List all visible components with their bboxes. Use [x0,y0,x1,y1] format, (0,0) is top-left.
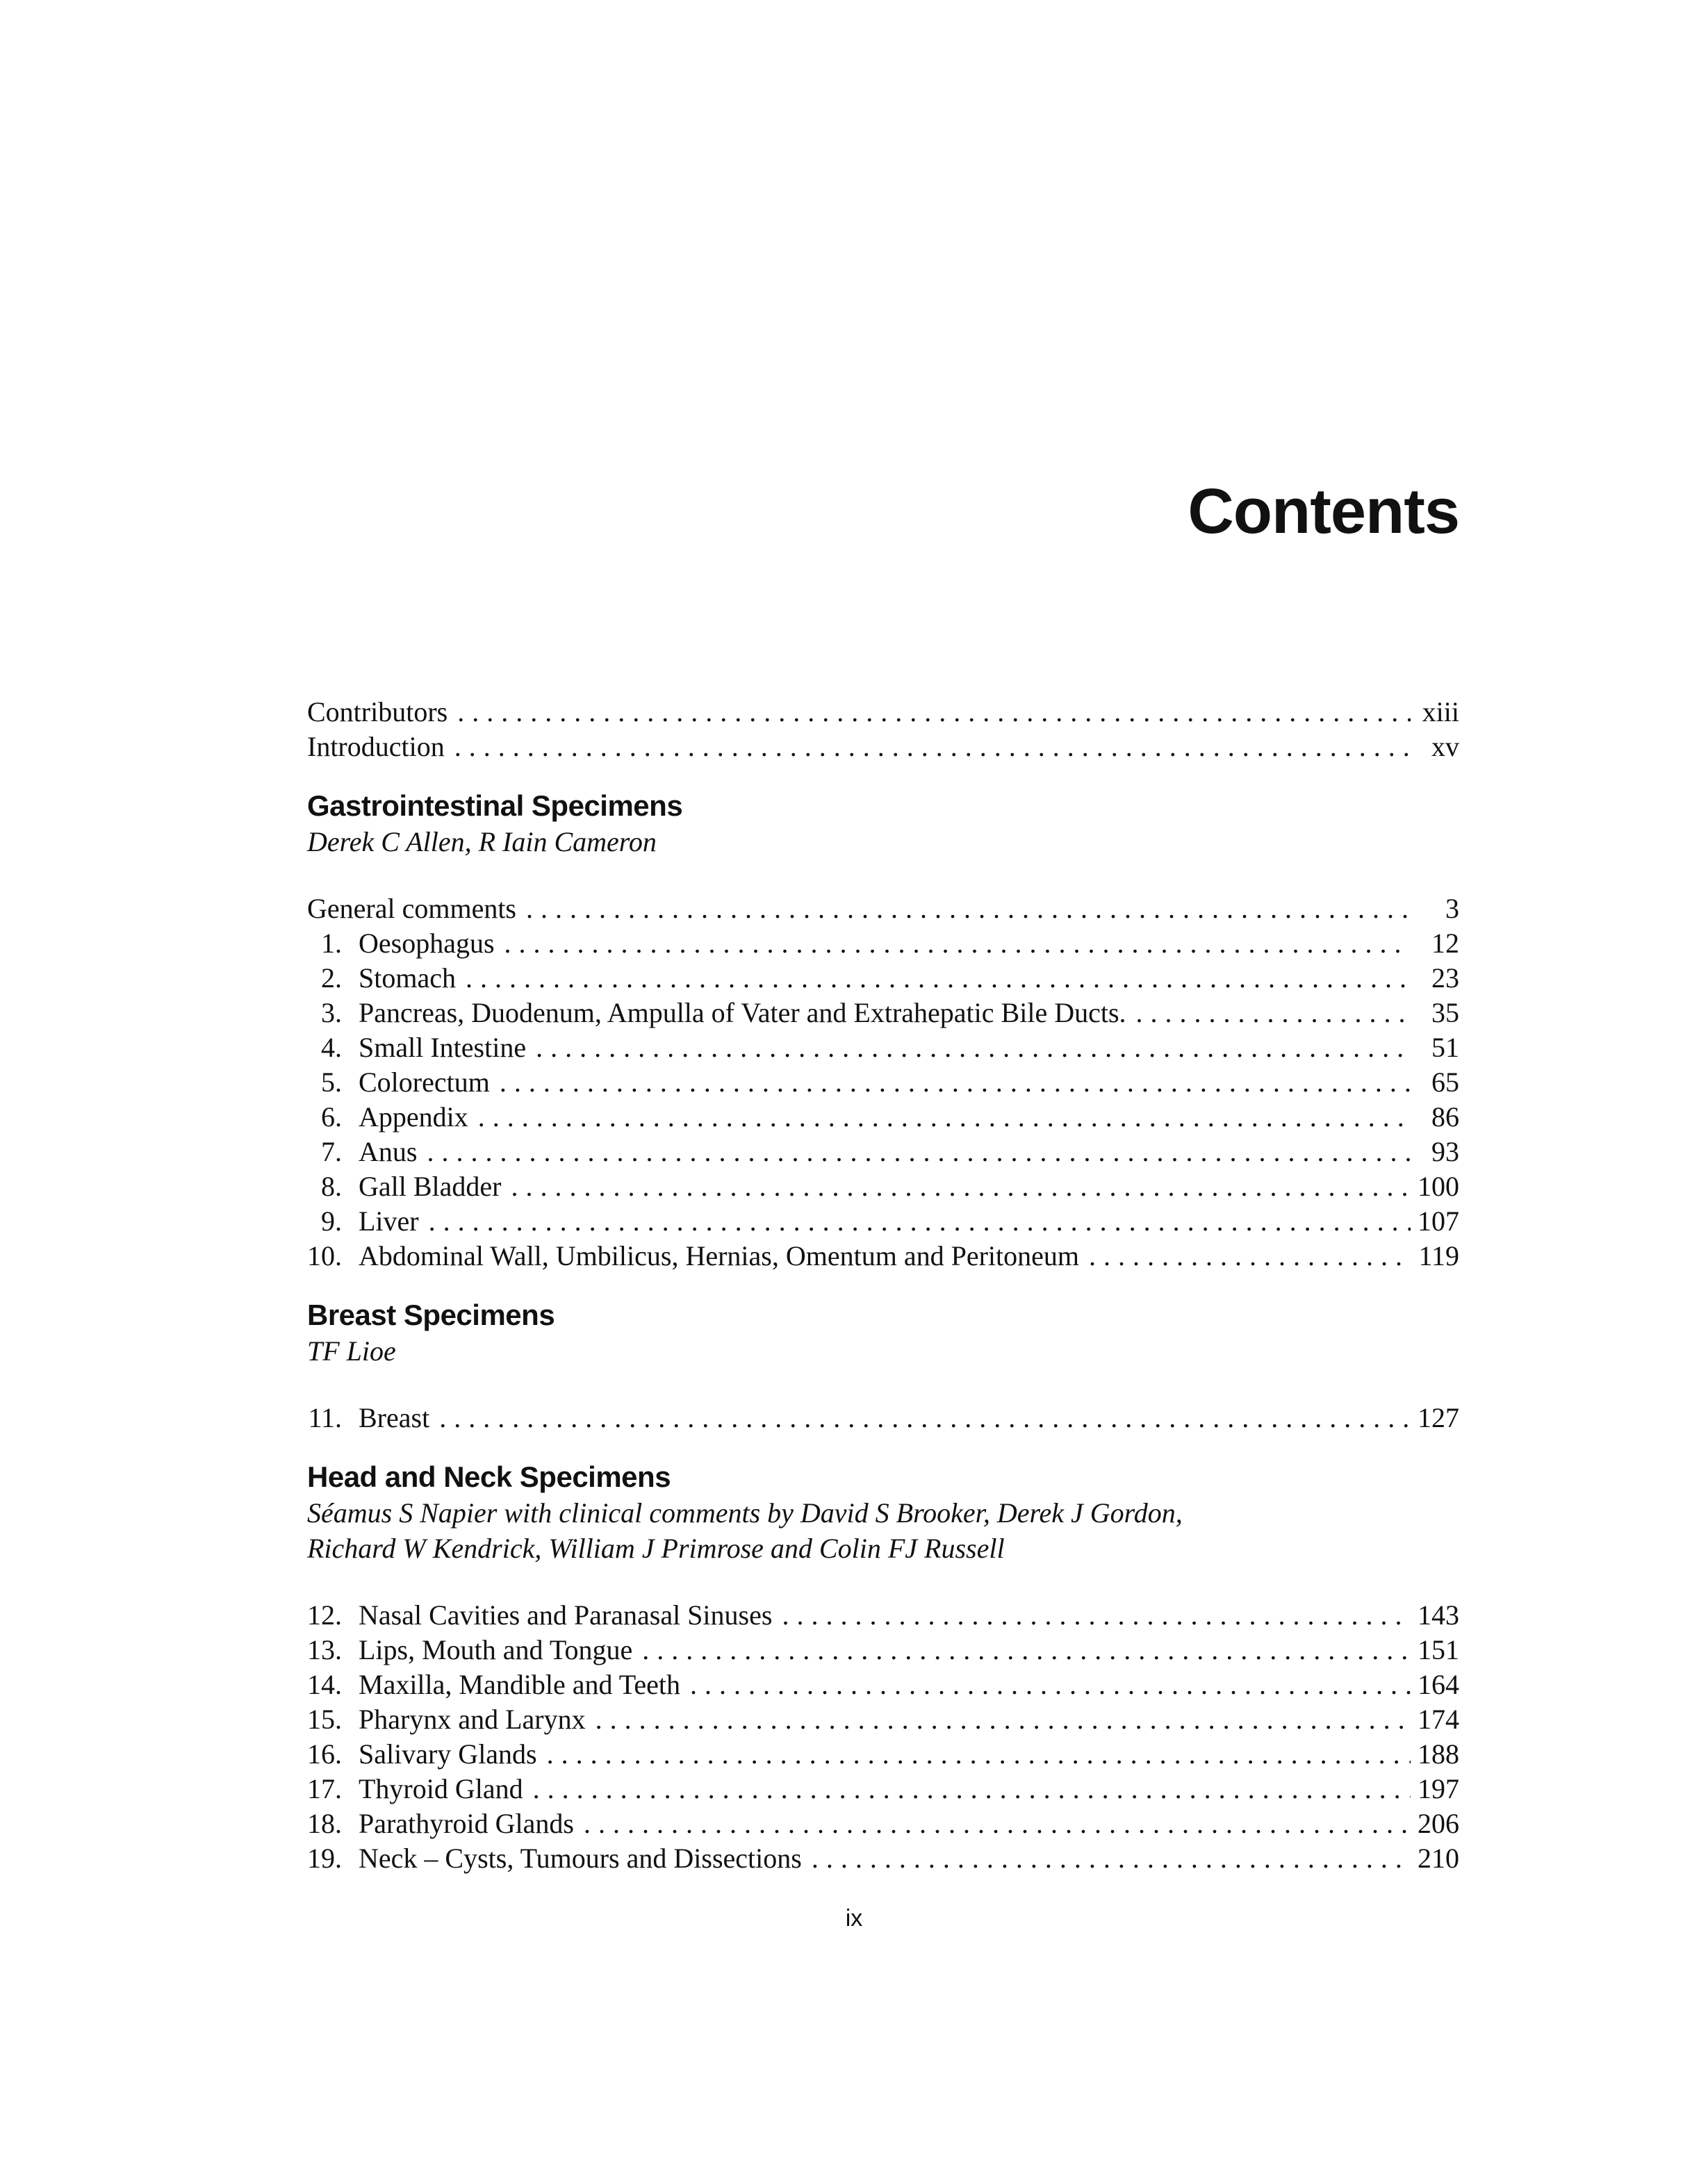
toc-entry-title [307,1667,680,1702]
chapter-title: Colorectum [359,1067,490,1098]
toc-entry-page: 3 [1445,893,1459,924]
toc-entry[interactable] [307,1633,1459,1667]
toc-entry-page: 51 [1431,1032,1459,1063]
toc-entry-title [307,1135,417,1169]
chapter-title: Lips, Mouth and Tongue [359,1634,633,1665]
chapter-number: 1. [321,928,342,959]
section-spacer [307,1566,1459,1598]
toc-entry-title [307,1065,490,1100]
section-spacer [307,1274,1459,1297]
leader-dots [478,1100,1411,1135]
chapter-number: 8. [321,1171,342,1202]
toc-entry[interactable] [307,996,1459,1030]
toc-entry[interactable] [307,1401,1459,1435]
leader-dots [812,1841,1411,1876]
leader-dots [1089,1239,1411,1274]
toc-entry-title [307,891,516,926]
toc-section [307,1297,1459,1435]
leader-dots [429,1204,1411,1239]
toc-entry[interactable] [307,1135,1459,1169]
leader-dots [1136,996,1411,1030]
toc-entry-title [307,996,1126,1030]
leader-dots [533,1772,1411,1806]
chapter-number: 17. [307,1773,342,1804]
leader-dots [536,1030,1411,1065]
chapter-title: Small Intestine [359,1032,527,1063]
chapter-title: Appendix [359,1101,468,1133]
front-matter [307,695,1459,764]
toc-entry-title [307,1633,632,1667]
toc-entry-page: 188 [1418,1738,1459,1770]
toc-entry-title [307,1598,772,1633]
toc-entry-page: 107 [1418,1205,1459,1237]
toc-entry-page: 65 [1431,1067,1459,1098]
leader-dots [454,730,1411,764]
toc-entry-title: Contributors [307,696,448,727]
chapter-number: 14. [307,1669,342,1700]
toc-entry[interactable] [307,1598,1459,1633]
toc-entry-page: xv [1431,731,1459,762]
chapter-title: Gall Bladder [359,1171,502,1202]
chapter-title: Abdominal Wall, Umbilicus, Hernias, Omentum and Peritoneum [359,1240,1079,1271]
leader-dots [504,926,1411,961]
toc-entry[interactable] [307,1702,1459,1737]
toc-entry-page: xiii [1422,696,1459,727]
toc-entry-title: Introduction [307,731,445,762]
toc-entry-title [307,961,456,996]
chapter-number: 5. [321,1067,342,1098]
toc-entry-introduction[interactable] [307,730,1459,764]
chapter-number: 3. [321,997,342,1028]
toc-entry-title [307,926,495,961]
toc-entry-title [307,1204,419,1239]
leader-dots [690,1667,1411,1702]
leader-dots [511,1169,1411,1204]
leader-dots [642,1633,1411,1667]
toc-entry-title [307,1169,502,1204]
toc-entry[interactable] [307,1667,1459,1702]
leader-dots [596,1702,1411,1737]
toc-entry-page: 210 [1418,1843,1459,1874]
section-heading: Gastrointestinal Specimens [307,789,683,822]
toc-entry-page: 127 [1418,1402,1459,1433]
chapter-number: 13. [307,1634,342,1665]
chapter-number: 16. [307,1738,342,1770]
section-authors: Séamus S Napier with clinical comments by David S Brooker, Derek J Gordon, [307,1497,1183,1529]
chapter-title: Stomach [359,962,456,994]
leader-dots [427,1135,1411,1169]
chapter-title: Thyroid Gland [359,1773,523,1804]
page-title: Contents [1188,476,1459,547]
toc-entry[interactable] [307,1772,1459,1806]
toc-entry-page: 197 [1418,1773,1459,1804]
toc-entry-page: 35 [1431,997,1459,1028]
chapter-number: 9. [321,1205,342,1237]
toc-entry-page: 93 [1431,1136,1459,1167]
toc-entry-title [307,1702,586,1737]
toc-entry-contributors[interactable] [307,695,1459,730]
toc-entry[interactable] [307,1169,1459,1204]
section-spacer [307,1369,1459,1401]
toc-entry[interactable] [307,1100,1459,1135]
leader-dots [584,1806,1411,1841]
toc-entry[interactable] [307,891,1459,926]
toc-entry[interactable] [307,1239,1459,1274]
chapter-title: Pancreas, Duodenum, Ampulla of Vater and Extrahepatic Bile Ducts. [359,997,1126,1028]
toc-entry-title [307,1737,537,1772]
toc-entry[interactable] [307,926,1459,961]
toc-entry-page: 100 [1418,1171,1459,1202]
toc-entry[interactable] [307,1030,1459,1065]
chapter-number: 18. [307,1808,342,1839]
section-heading: Head and Neck Specimens [307,1460,671,1493]
section-spacer [307,764,1459,788]
toc-entry[interactable] [307,1841,1459,1876]
section-authors: Richard W Kendrick, William J Primrose and Colin FJ Russell [307,1533,1005,1564]
section-authors: TF Lioe [307,1335,396,1367]
chapter-number: 7. [321,1136,342,1167]
chapter-number: 4. [321,1032,342,1063]
chapter-number: 11. [308,1402,342,1433]
table-of-contents [307,695,1459,1876]
toc-entry-page: 12 [1431,928,1459,959]
leader-dots [439,1401,1411,1435]
section-spacer [307,859,1459,891]
chapter-title: Liver [359,1205,419,1237]
chapter-number: 6. [321,1101,342,1133]
toc-entry[interactable] [307,1737,1459,1772]
chapter-title: Pharynx and Larynx [359,1704,586,1735]
toc-entry-page: 164 [1418,1669,1459,1700]
toc-entry-page: 86 [1431,1101,1459,1133]
chapter-title: Maxilla, Mandible and Teeth [359,1669,681,1700]
section-spacer [307,1435,1459,1459]
toc-entry-page: 151 [1418,1634,1459,1665]
toc-entry-page: 119 [1418,1240,1459,1271]
leader-dots [457,695,1411,730]
chapter-number: 15. [307,1704,342,1735]
toc-entry-title [307,1100,468,1135]
leader-dots [782,1598,1411,1633]
chapter-number: 12. [307,1599,342,1631]
toc-entry-page: 23 [1431,962,1459,994]
chapter-title: Neck – Cysts, Tumours and Dissections [359,1843,802,1874]
chapter-title: Parathyroid Glands [359,1808,574,1839]
chapter-title: Nasal Cavities and Paranasal Sinuses [359,1599,773,1631]
toc-entry-title [307,1239,1079,1274]
toc-entry[interactable] [307,1065,1459,1100]
toc-section [307,788,1459,1274]
chapter-title: Anus [359,1136,418,1167]
toc-sections [307,764,1459,1876]
leader-dots [466,961,1411,996]
toc-entry-page: 143 [1418,1599,1459,1631]
leader-dots [526,891,1411,926]
chapter-title: General comments [307,893,516,924]
chapter-title: Breast [359,1402,430,1433]
toc-entry[interactable] [307,961,1459,996]
chapter-title: Oesophagus [359,928,495,959]
toc-entry-title [307,1841,802,1876]
toc-entry-title [307,1772,523,1806]
section-heading: Breast Specimens [307,1299,555,1331]
toc-entry-page: 206 [1418,1808,1459,1839]
toc-section [307,1459,1459,1876]
leader-dots [500,1065,1411,1100]
toc-entry-title [307,1401,429,1435]
toc-entry-title [307,1030,526,1065]
chapter-number: 10. [307,1240,342,1271]
chapter-number: 2. [321,962,342,994]
toc-entry-title [307,1806,574,1841]
toc-entry[interactable] [307,1204,1459,1239]
toc-entry-page: 174 [1418,1704,1459,1735]
chapter-number: 19. [307,1843,342,1874]
leader-dots [547,1737,1411,1772]
page-number: ix [845,1905,863,1932]
section-authors: Derek C Allen, R Iain Cameron [307,826,657,857]
chapter-title: Salivary Glands [359,1738,537,1770]
toc-entry[interactable] [307,1806,1459,1841]
